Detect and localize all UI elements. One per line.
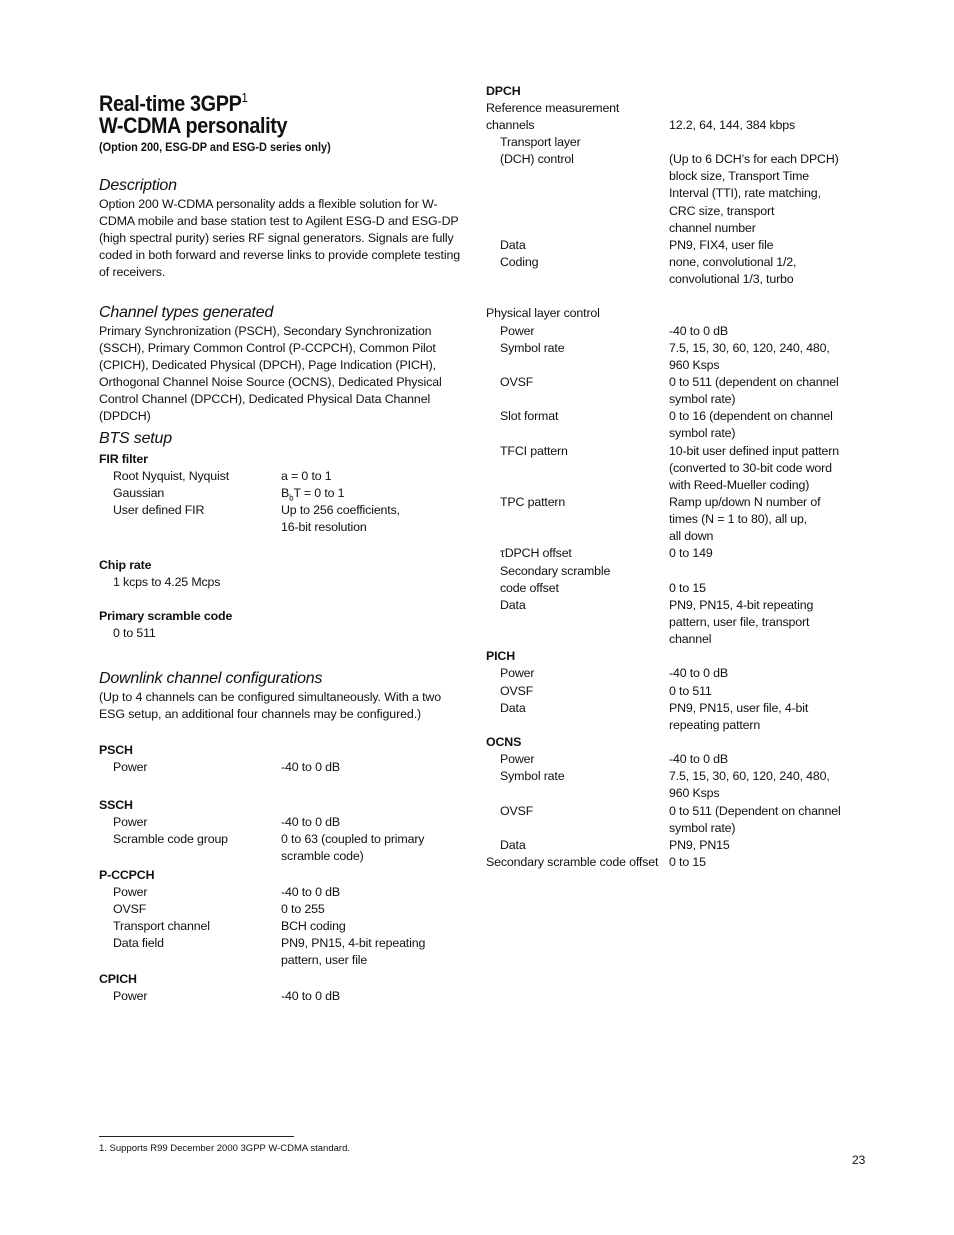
pich-data-label: Data [500,701,526,715]
pccpch-data-label: Data field [113,936,164,950]
page-subtitle: (Option 200, ESG-DP and ESG-D series only) [99,142,331,154]
channel-types-heading: Channel types generated [99,304,274,321]
description-heading: Description [99,177,177,194]
phys-power-value: -40 to 0 dB [669,324,728,338]
ocns-secondary-scramble-label: Secondary scramble code offset [486,855,659,869]
pich-data-value-2: repeating pattern [669,718,761,732]
pich-heading: PICH [486,649,516,663]
phys-symbol-rate-label: Symbol rate [500,341,565,355]
downlink-text: (Up to 4 channels can be configured simultaneously. With a two ESG setup, an additional four channels may be configured.) [99,690,442,722]
dch-value-2: block size, Transport Time [669,169,810,183]
tpc-label: TPC pattern [500,495,566,509]
pccpch-ovsf-label: OVSF [113,902,147,916]
ssch-scramble-label: Scramble code group [113,832,228,846]
cpich-power-label: Power [113,989,148,1003]
page-title-line1: Real-time 3GPP$^1$ [99,90,248,116]
chip-rate-value: 1 kcps to 4.25 Mcps [113,575,221,589]
downlink-heading: Downlink channel configurations [99,670,323,687]
ocns-secondary-scramble-value: 0 to 15 [669,855,706,869]
pich-ovsf-label: OVSF [500,684,534,698]
cpich-heading: CPICH [99,972,137,986]
ocns-ovsf-label: OVSF [500,804,534,818]
ocns-ovsf-value-1: 0 to 511 (Dependent on channel [669,804,841,818]
coding-label: Coding [500,255,539,269]
phys-data-value-3: channel [669,632,712,646]
tau-dpch-label: τDPCH offset [500,546,572,560]
dch-value-4: CRC size, transport [669,204,775,218]
user-fir-value-2: 16-bit resolution [281,520,367,534]
phys-data-value-1: PN9, PN15, 4-bit repeating [669,598,814,612]
pich-ovsf-value: 0 to 511 [669,684,712,698]
pccpch-data-value-2: pattern, user file [281,953,368,967]
pccpch-power-value: -40 to 0 dB [281,885,340,899]
pccpch-transport-label: Transport channel [113,919,210,933]
phys-data-value-2: pattern, user file, transport [669,615,810,629]
ocns-heading: OCNS [486,735,522,749]
dch-value-3: Interval (TTI), rate matching, [669,186,821,200]
ocns-power-label: Power [500,752,535,766]
page-title-line2: W-CDMA personality [99,113,288,138]
psch-power-value: -40 to 0 dB [281,760,340,774]
coding-value-2: convolutional 1/3, turbo [669,272,794,286]
phys-symbol-rate-value-2: 960 Ksps [669,358,720,372]
ocns-data-value: PN9, PN15 [669,838,730,852]
dch-value-5: channel number [669,221,756,235]
bts-setup-heading: BTS setup [99,430,172,447]
secondary-scramble-label-1: Secondary scramble [500,564,611,578]
user-fir-label: User defined FIR [113,503,205,517]
primary-scramble-label: Primary scramble code [99,609,233,623]
tpc-value-1: Ramp up/down N number of [669,495,821,509]
psch-power-label: Power [113,760,148,774]
slot-format-value-1: 0 to 16 (dependent on channel [669,409,833,423]
page-number: 23 [852,1153,866,1167]
cpich-power-value: -40 to 0 dB [281,989,340,1003]
secondary-scramble-label-2: code offset [500,581,559,595]
tau-dpch-value: 0 to 149 [669,546,713,560]
ssch-scramble-value-2: scramble code) [281,849,364,863]
phys-power-label: Power [500,324,535,338]
ref-meas-label-1: Reference measurement [486,101,620,115]
pccpch-ovsf-value: 0 to 255 [281,902,325,916]
gaussian-label: Gaussian [113,486,165,500]
secondary-scramble-value: 0 to 15 [669,581,706,595]
tfci-label: TFCI pattern [500,444,568,458]
footnote: 1. Supports R99 December 2000 3GPP W-CDMA standard. [99,1143,350,1154]
primary-scramble-value: 0 to 511 [113,626,156,640]
user-fir-value-1: Up to 256 coefficients, [281,503,400,517]
phys-data-label: Data [500,598,526,612]
dpch-heading: DPCH [486,84,521,98]
ssch-scramble-value-1: 0 to 63 (coupled to primary [281,832,425,846]
slot-format-value-2: symbol rate) [669,426,736,440]
pccpch-data-value-1: PN9, PN15, 4-bit repeating [281,936,426,950]
phys-ovsf-value-1: 0 to 511 (dependent on channel [669,375,839,389]
footnote-divider [99,1136,294,1137]
channel-types-text: Primary Synchronization (PSCH), Secondary Synchronization (SSCH), Primary Common Control (P-CCPCH), Common Pilot (CPICH), Dedicated Physical (DPCH), Page Indication (PICH), Orthogonal Channel Noise Source (OCNS), Dedicated Physical Control Channel (DPCCH), Dedicated Physical Data Channel (DPDCH) [99,324,442,424]
slot-format-label: Slot format [500,409,559,423]
dch-value-1: (Up to 6 DCH’s for each DPCH) [669,152,839,166]
ocns-power-value: -40 to 0 dB [669,752,728,766]
tpc-value-2: times (N = 1 to 80), all up, [669,512,808,526]
tfci-value-3: with Reed-Mueller coding) [669,478,810,492]
pccpch-transport-value: BCH coding [281,919,346,933]
phys-ovsf-label: OVSF [500,375,534,389]
gaussian-value: $B_bT = 0$ to 1 [281,486,345,503]
root-nyquist-value: a = 0 to 1 [281,469,332,483]
tfci-value-1: 10-bit user defined input pattern [669,444,840,458]
dpch-data-label: Data [500,238,526,252]
fir-filter-label: FIR filter [99,452,148,466]
transport-layer-label: Transport layer [500,135,581,149]
root-nyquist-label: Root Nyquist, Nyquist [113,469,229,483]
pich-power-label: Power [500,666,535,680]
ref-meas-value: 12.2, 64, 144, 384 kbps [669,118,796,132]
physical-layer-label: Physical layer control [486,306,600,320]
ocns-ovsf-value-2: symbol rate) [669,821,736,835]
description-text: Option 200 W-CDMA personality adds a flexible solution for W-CDMA mobile and base station test to Agilent ESG-D and ESG-DP (high spectral purity) series RF signal generators. Signals are fully coded in both forward and reverse links to provide complete testing of receivers. [99,197,461,280]
ocns-symbol-rate-value-2: 960 Ksps [669,786,720,800]
phys-symbol-rate-value-1: 7.5, 15, 30, 60, 120, 240, 480, [669,341,830,355]
phys-ovsf-value-2: symbol rate) [669,392,736,406]
pich-data-value-1: PN9, PN15, user file, 4-bit [669,701,809,715]
pccpch-power-label: Power [113,885,148,899]
tpc-value-3: all down [669,529,714,543]
dch-control-label: (DCH) control [500,152,574,166]
dpch-data-value: PN9, FIX4, user file [669,238,774,252]
ocns-data-label: Data [500,838,526,852]
psch-heading: PSCH [99,743,133,757]
tfci-value-2: (converted to 30-bit code word [669,461,832,475]
ocns-symbol-rate-value-1: 7.5, 15, 30, 60, 120, 240, 480, [669,769,830,783]
ref-meas-label-2: channels [486,118,535,132]
pccpch-heading: P-CCPCH [99,868,155,882]
coding-value-1: none, convolutional 1/2, [669,255,797,269]
chip-rate-label: Chip rate [99,558,152,572]
ocns-symbol-rate-label: Symbol rate [500,769,565,783]
pich-power-value: -40 to 0 dB [669,666,728,680]
ssch-power-label: Power [113,815,148,829]
footnote-ref: 1 [241,90,248,105]
ssch-power-value: -40 to 0 dB [281,815,340,829]
ssch-heading: SSCH [99,798,133,812]
